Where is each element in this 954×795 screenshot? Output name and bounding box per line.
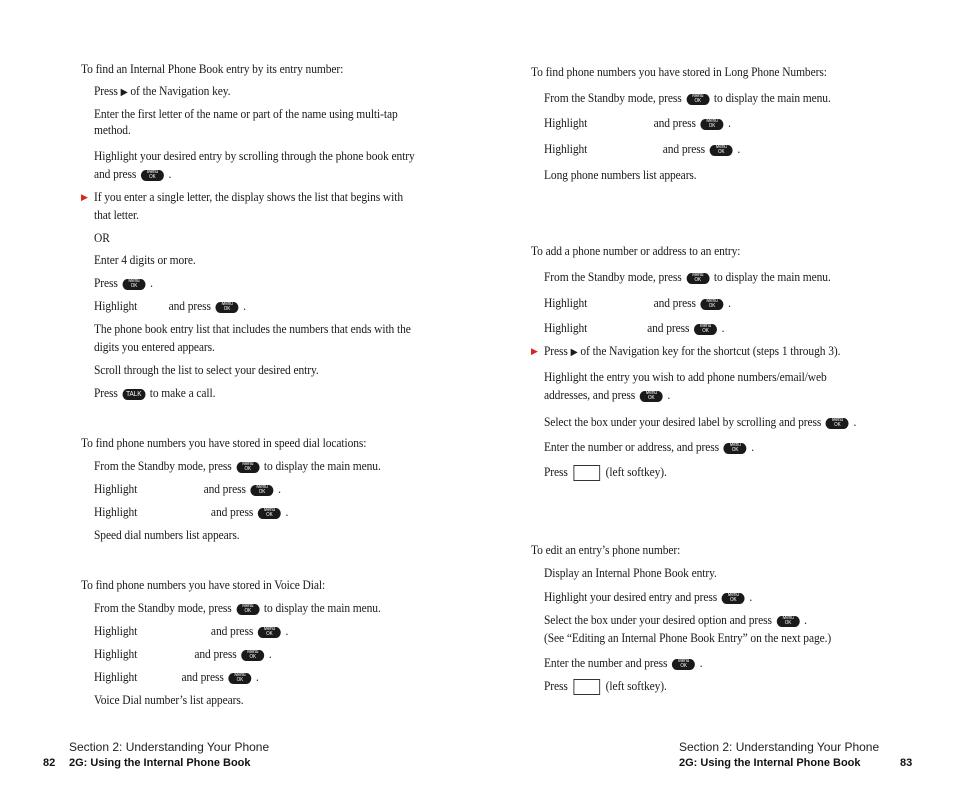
voice-dial-step-1: From the Standby mode, press Menu OK to display the main menu. (94, 601, 381, 615)
entry-number-step-3-line1: Highlight your desired entry by scrolling through the phone book entry (94, 149, 415, 163)
menu-ok-key-icon: Menu OK (686, 273, 709, 284)
long-numbers-step-4: Long phone numbers list appears. (544, 168, 697, 182)
menu-ok-key-icon: Menu OK (700, 119, 723, 130)
nav-right-icon: ▶ (120, 87, 128, 98)
footer-chapter: 2G: Using the Internal Phone Book (679, 757, 861, 769)
speed-dial-step-4: Speed dial numbers list appears. (94, 528, 240, 542)
edit-number-step-3-line2: (See “Editing an Internal Phone Book Entry” on the next page.) (544, 631, 832, 645)
add-number-intro: To add a phone number or address to an entry: (531, 244, 741, 258)
right-page (477, 0, 954, 795)
nav-right-icon: ▶ (570, 347, 578, 358)
voice-dial-step-2: Highlight and press Menu OK . (94, 624, 289, 638)
menu-ok-key-icon: Menu OK (250, 485, 273, 496)
menu-ok-key-icon: Menu OK (672, 659, 695, 670)
menu-ok-key-icon: Menu OK (216, 302, 239, 313)
entry-number-note-line2: that letter. (94, 208, 139, 222)
entry-number-or: OR (94, 231, 110, 245)
note-bullet-icon: ▶ (81, 192, 88, 202)
menu-ok-key-icon: Menu OK (228, 673, 251, 684)
speed-dial-step-3: Highlight and press Menu OK . (94, 505, 289, 519)
entry-number-step-5: Press Menu OK . (94, 276, 153, 290)
menu-ok-key-icon: Menu OK (236, 462, 259, 473)
menu-ok-key-icon: Menu OK (236, 604, 259, 615)
entry-number-step-9: Press TALK to make a call. (94, 386, 216, 400)
add-number-step-1: From the Standby mode, press Menu OK to display the main menu. (544, 270, 831, 284)
long-numbers-intro: To find phone numbers you have stored in Long Phone Numbers: (531, 65, 827, 79)
menu-ok-key-icon: Menu OK (826, 418, 849, 429)
menu-ok-key-icon: Menu OK (122, 279, 145, 290)
menu-ok-key-icon: Menu OK (724, 443, 747, 454)
voice-dial-step-4: Highlight and press Menu OK . (94, 670, 259, 684)
footer-section: Section 2: Understanding Your Phone (679, 740, 880, 754)
edit-number-step-1: Display an Internal Phone Book entry. (544, 566, 717, 580)
footer-chapter: 2G: Using the Internal Phone Book (69, 757, 251, 769)
voice-dial-step-5: Voice Dial number’s list appears. (94, 693, 244, 707)
long-numbers-step-1: From the Standby mode, press Menu OK to display the main menu. (544, 91, 831, 105)
menu-ok-key-icon: Menu OK (710, 145, 733, 156)
footer-section: Section 2: Understanding Your Phone (69, 740, 270, 754)
edit-number-step-5: Press (left softkey). (544, 678, 667, 695)
menu-ok-key-icon: Menu OK (640, 391, 663, 402)
add-number-step-6: Enter the number or address, and press Menu OK . (544, 440, 755, 454)
entry-number-step-4: Enter 4 digits or more. (94, 253, 196, 267)
entry-number-intro: To find an Internal Phone Book entry by its entry number: (81, 62, 344, 76)
add-number-step-7: Press (left softkey). (544, 464, 667, 481)
footer-page-number: 82 (43, 757, 56, 769)
left-softkey-icon (573, 679, 600, 695)
add-number-step-2: Highlight and press Menu OK . (544, 296, 731, 310)
entry-number-step-3-line2: and press Menu OK . (94, 167, 172, 181)
footer-page-number: 83 (900, 757, 913, 769)
entry-number-step-7-line2: digits you entered appears. (94, 340, 215, 354)
edit-number-intro: To edit an entry’s phone number: (531, 543, 681, 557)
talk-key-icon: TALK (122, 389, 145, 400)
menu-ok-key-icon: Menu OK (258, 627, 281, 638)
menu-ok-key-icon: Menu OK (241, 650, 264, 661)
entry-number-step-1: Press ▶ of the Navigation key. (94, 84, 231, 98)
speed-dial-step-1: From the Standby mode, press Menu OK to display the main menu. (94, 459, 381, 473)
add-number-step-4-line2: addresses, and press Menu OK . (544, 388, 671, 402)
menu-ok-key-icon: Menu OK (722, 593, 745, 604)
voice-dial-intro: To find phone numbers you have stored in Voice Dial: (81, 578, 326, 592)
edit-number-step-4: Enter the number and press Menu OK . (544, 656, 703, 670)
add-number-step-4-line1: Highlight the entry you wish to add phone numbers/email/web (544, 370, 827, 384)
menu-ok-key-icon: Menu OK (258, 508, 281, 519)
menu-ok-key-icon: Menu OK (694, 324, 717, 335)
add-number-step-3: Highlight and press Menu OK . (544, 321, 725, 335)
edit-number-step-2: Highlight your desired entry and press Menu OK . (544, 590, 753, 604)
left-softkey-icon (573, 465, 600, 481)
menu-ok-key-icon: Menu OK (141, 170, 164, 181)
edit-number-step-3: Select the box under your desired option and press Menu OK . (544, 613, 807, 627)
entry-number-step-7-line1: The phone book entry list that includes the numbers that ends with the (94, 322, 411, 336)
voice-dial-step-3: Highlight and press Menu OK . (94, 647, 272, 661)
long-numbers-step-2: Highlight and press Menu OK . (544, 116, 731, 130)
menu-ok-key-icon: Menu OK (777, 616, 800, 627)
speed-dial-step-2: Highlight and press Menu OK . (94, 482, 281, 496)
entry-number-step-2: Enter the first letter of the name or part of the name using multi-tap method. (94, 107, 398, 137)
speed-dial-intro: To find phone numbers you have stored in speed dial locations: (81, 436, 367, 450)
long-numbers-step-3: Highlight and press Menu OK . (544, 142, 741, 156)
menu-ok-key-icon: Menu OK (686, 94, 709, 105)
entry-number-step-6: Highlight and press Menu OK . (94, 299, 246, 313)
entry-number-note-line1: If you enter a single letter, the display shows the list that begins with (94, 190, 404, 204)
menu-ok-key-icon: Menu OK (700, 299, 723, 310)
add-number-step-5: Select the box under your desired label by scrolling and press Menu OK . (544, 415, 857, 429)
add-number-note: Press ▶ of the Navigation key for the shortcut (steps 1 through 3). (544, 344, 841, 358)
entry-number-step-8: Scroll through the list to select your desired entry. (94, 363, 319, 377)
note-bullet-icon: ▶ (531, 346, 538, 356)
